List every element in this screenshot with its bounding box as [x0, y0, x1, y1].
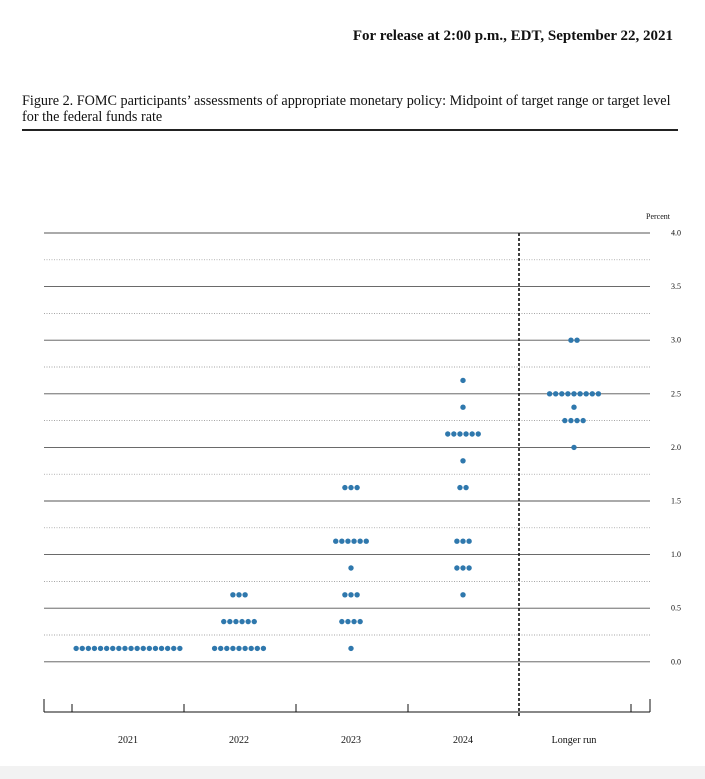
y-tick-label: 2.5: [671, 389, 681, 399]
y-tick-label: 1.5: [671, 496, 681, 506]
participant-dot: [348, 485, 353, 490]
participant-dot: [476, 431, 481, 436]
participant-dot: [466, 539, 471, 544]
participant-dot: [457, 485, 462, 490]
participant-dot: [212, 646, 217, 651]
participant-dot: [221, 619, 226, 624]
participant-dot: [574, 418, 579, 423]
participant-dot: [153, 646, 158, 651]
participant-dot: [596, 391, 601, 396]
participant-dot: [92, 646, 97, 651]
y-axis-label: Percent: [646, 212, 670, 221]
participant-dot: [159, 646, 164, 651]
participant-dot: [351, 539, 356, 544]
participant-dot: [224, 646, 229, 651]
participant-dot: [559, 391, 564, 396]
participant-dot: [218, 646, 223, 651]
participant-dot: [345, 539, 350, 544]
participant-dot: [227, 619, 232, 624]
participant-dot: [86, 646, 91, 651]
participant-dot: [451, 431, 456, 436]
participant-dot: [165, 646, 170, 651]
participant-dot: [568, 338, 573, 343]
participant-dot: [357, 619, 362, 624]
participant-dot: [342, 485, 347, 490]
y-tick-label: 3.5: [671, 282, 681, 292]
participant-dot: [547, 391, 552, 396]
grid-lines: [44, 233, 650, 662]
participant-dot: [577, 391, 582, 396]
participant-dot: [460, 405, 465, 410]
x-tick-labels: [118, 735, 596, 746]
participant-dot: [348, 565, 353, 570]
participant-dot: [364, 539, 369, 544]
participant-dot: [584, 391, 589, 396]
participant-dot: [239, 619, 244, 624]
participant-dot: [562, 418, 567, 423]
participant-dot: [574, 338, 579, 343]
participant-dot: [177, 646, 182, 651]
participant-dot: [571, 391, 576, 396]
page-footer-strip: [0, 766, 705, 779]
x-tick-label: 2023: [341, 735, 361, 746]
participant-dot: [466, 565, 471, 570]
participant-dot: [252, 619, 257, 624]
x-tick-label: Longer run: [551, 735, 597, 746]
y-tick-label: 3.0: [671, 335, 681, 345]
participant-dot: [255, 646, 260, 651]
participant-dot: [171, 646, 176, 651]
participant-dot: [351, 619, 356, 624]
participant-dot: [249, 646, 254, 651]
release-notice: For release at 2:00 p.m., EDT, September 22, 2021: [352, 28, 673, 44]
participant-dot: [354, 485, 359, 490]
participant-dot: [357, 539, 362, 544]
y-tick-label: 2.0: [671, 442, 681, 452]
participant-dot: [553, 391, 558, 396]
participant-dot: [147, 646, 152, 651]
participant-dot: [104, 646, 109, 651]
participant-dot: [134, 646, 139, 651]
figure-caption: Figure 2. FOMC participants’ assessments of appropriate monetary policy: Midpoint of target range or target level for the federal funds rate: [22, 93, 671, 125]
participant-dot: [116, 646, 121, 651]
participant-dot: [580, 418, 585, 423]
x-tick-label: 2024: [453, 735, 473, 746]
participant-dot: [242, 592, 247, 597]
participant-dot: [460, 539, 465, 544]
participant-dot: [571, 445, 576, 450]
y-tick-labels: [671, 229, 681, 667]
participant-dot: [568, 418, 573, 423]
y-tick-label: 0.5: [671, 603, 681, 613]
participant-dot: [333, 539, 338, 544]
participant-dot: [454, 565, 459, 570]
participant-dot: [463, 485, 468, 490]
participant-dot: [354, 592, 359, 597]
participant-dot: [571, 405, 576, 410]
x-tick-label: 2022: [229, 735, 249, 746]
y-tick-label: 4.0: [671, 228, 681, 238]
participant-dot: [348, 646, 353, 651]
participant-dot: [80, 646, 85, 651]
participant-dot: [122, 646, 127, 651]
participant-dot: [233, 619, 238, 624]
participant-dot: [460, 378, 465, 383]
participant-dot: [345, 619, 350, 624]
participant-dot: [460, 458, 465, 463]
x-tick-label: 2021: [118, 735, 138, 746]
participant-dot: [236, 646, 241, 651]
participant-dot: [590, 391, 595, 396]
participant-dot: [348, 592, 353, 597]
participant-dot: [460, 592, 465, 597]
participant-dot: [73, 646, 78, 651]
participant-dot: [339, 619, 344, 624]
participant-dot: [457, 431, 462, 436]
participant-dot: [110, 646, 115, 651]
participant-dot: [463, 431, 468, 436]
participant-dot: [565, 391, 570, 396]
participant-dot: [128, 646, 133, 651]
participant-dot: [454, 539, 459, 544]
participant-dot: [261, 646, 266, 651]
participant-dot: [339, 539, 344, 544]
participant-dot: [141, 646, 146, 651]
participant-dot: [245, 619, 250, 624]
participant-dot: [236, 592, 241, 597]
participant-dot: [469, 431, 474, 436]
participant-dot: [230, 646, 235, 651]
participant-dot: [445, 431, 450, 436]
participant-dot: [460, 565, 465, 570]
dots: [73, 338, 601, 652]
participant-dot: [242, 646, 247, 651]
participant-dot: [230, 592, 235, 597]
participant-dot: [342, 592, 347, 597]
participant-dot: [98, 646, 103, 651]
y-tick-label: 0.0: [671, 657, 681, 667]
y-tick-label: 1.0: [671, 550, 681, 560]
